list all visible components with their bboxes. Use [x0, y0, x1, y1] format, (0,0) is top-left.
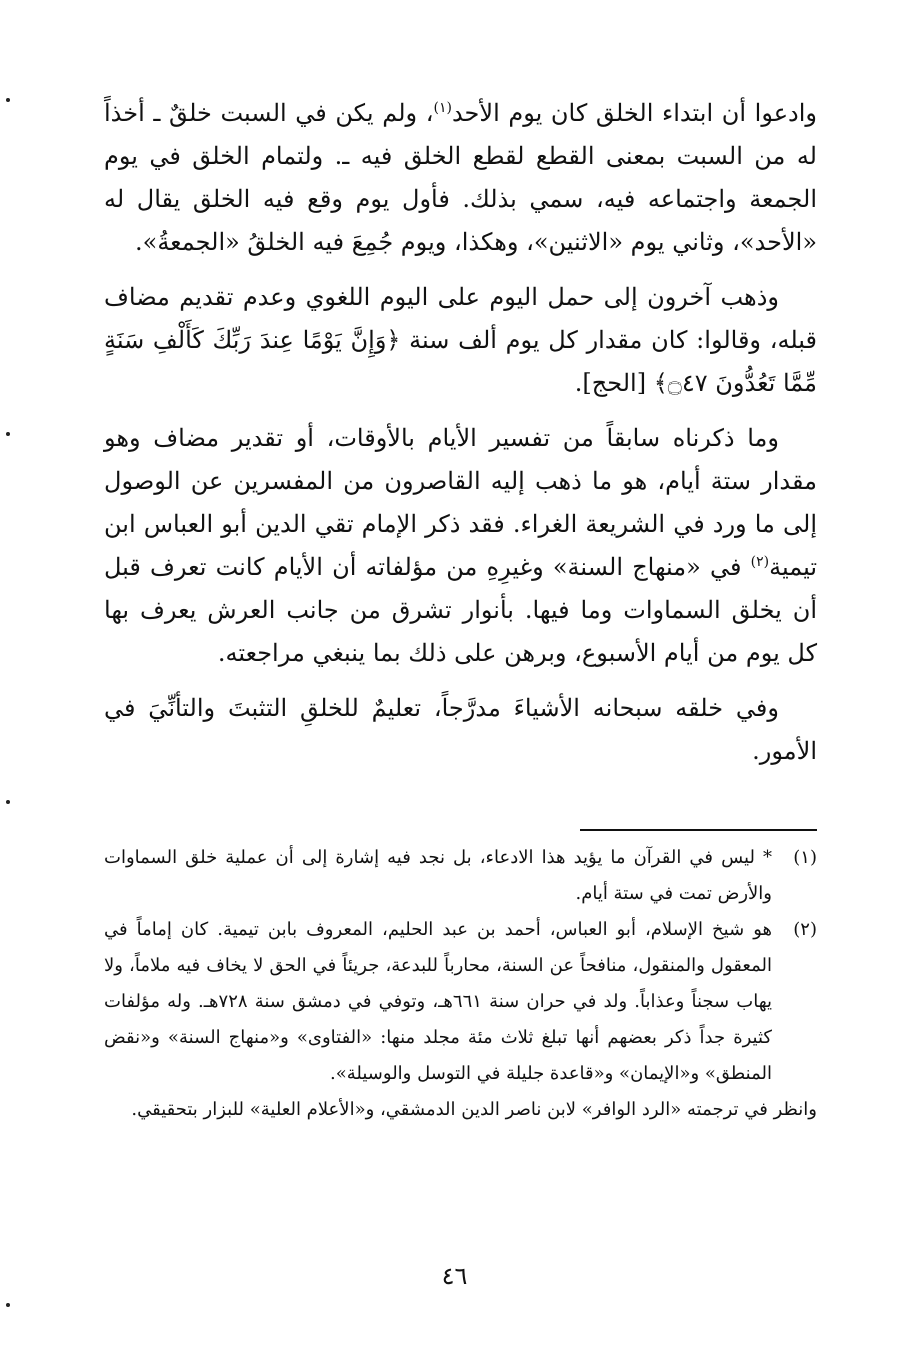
footnote-ref-2[interactable]: (٢) [750, 554, 770, 570]
footnote-1-number: (١) [793, 847, 817, 868]
scan-mark [6, 800, 10, 804]
footnote-2-extra: وانظر في ترجمته «الرد الوافر» لابن ناصر الدين الدمشقي، و«الأعلام العلية» للبزار بتحقيقي. [131, 1099, 817, 1120]
footnote-1 [104, 840, 817, 912]
main-text [104, 92, 817, 785]
scan-mark [6, 98, 10, 102]
footnote-1-text: * ليس في القرآن ما يؤيد هذا الادعاء، بل نجد فيه إشارة إلى أن عملية خلق السماوات والأرض تمت في ستة أيام. [104, 847, 772, 904]
footnote-2-text: هو شيخ الإسلام، أبو العباس، أحمد بن عبد الحليم، المعروف بابن تيمية. كان إماماً في المعقول والمنقول، منافحاً عن السنة، محارباً للبدعة، جريئاً في الحق لا يخاف فيه ملاماً، ولا يهاب سجناً وعذاباً. ولد في حران سنة ٦٦١هـ، وتوفي في دمشق سنة ٧٢٨هـ. وله مؤلفات كثيرة جداً ذكر بعضهم أنها تبلغ ثلاث مئة مجلد منها: «الفتاوى» و«منهاج السنة» و«نقض المنطق» و«الإيمان» و«قاعدة جليلة في التوسل والوسيلة». [104, 919, 772, 1084]
footnotes [104, 840, 817, 1128]
paragraph-4: وفي خلقه سبحانه الأشياءَ مدرَّجاً، تعليمٌ للخلقِ التثبتَ والتأنِّيَ في الأمور. [104, 694, 817, 765]
footnote-divider [580, 829, 817, 831]
paragraph-1 [104, 92, 817, 264]
page-number: ٤٦ [441, 1262, 468, 1290]
footnote-2 [104, 912, 817, 1092]
footnote-ref-1[interactable]: (١) [433, 100, 452, 116]
footnote-2-number: (٢) [793, 919, 817, 940]
paragraph-1-after: ، ولم يكن في السبت خلقٌ ـ أخذاً له من السبت بمعنى القطع لقطع الخلق فيه ـ. ولتمام الخلق في يوم الجمعة واجتماعه فيه، سمي بذلك. فأول يوم وقع فيه الخلق يقال له «الأحد»، وثاني يوم «الاثنين»، وهكذا، ويوم جُمِعَ فيه الخلقُ «الجمعةُ». [104, 99, 817, 256]
paragraph-3-after: في «منهاج السنة» وغيرِهِ من مؤلفاته أن الأيام كانت تعرف قبل أن يخلق السماوات وما فيها. بأنوار تشرق من جانب العرش يعرف بها كل يوم من أيام الأسبوع، وبرهن على ذلك بما ينبغي مراجعته. [104, 553, 817, 667]
paragraph-3-before: وما ذكرناه سابقاً من تفسير الأيام بالأوقات، أو تقدير مضاف وهو مقدار ستة أيام، هو ما ذهب إليه القاصرون من المفسرين عن الوصول إلى ما ورد في الشريعة الغراء. فقد ذكر الإمام تقي الدين أبو العباس ابن تيمية [104, 424, 817, 581]
paragraph-1-before: وادعوا أن ابتداء الخلق كان يوم الأحد [451, 99, 818, 127]
scan-mark [6, 432, 10, 436]
scan-mark [6, 1303, 10, 1307]
paragraph-2: وذهب آخرون إلى حمل اليوم على اليوم اللغوي وعدم تقديم مضاف قبله، وقالوا: كان مقدار كل يوم ألف سنة ﴿وَإِنَّ يَوْمًا عِندَ رَبِّكَ كَأَلْفِ سَنَةٍ مِّمَّا تَعُدُّونَ ۝٤٧﴾ [الحج]. [104, 283, 817, 397]
paragraph-3 [104, 417, 817, 675]
